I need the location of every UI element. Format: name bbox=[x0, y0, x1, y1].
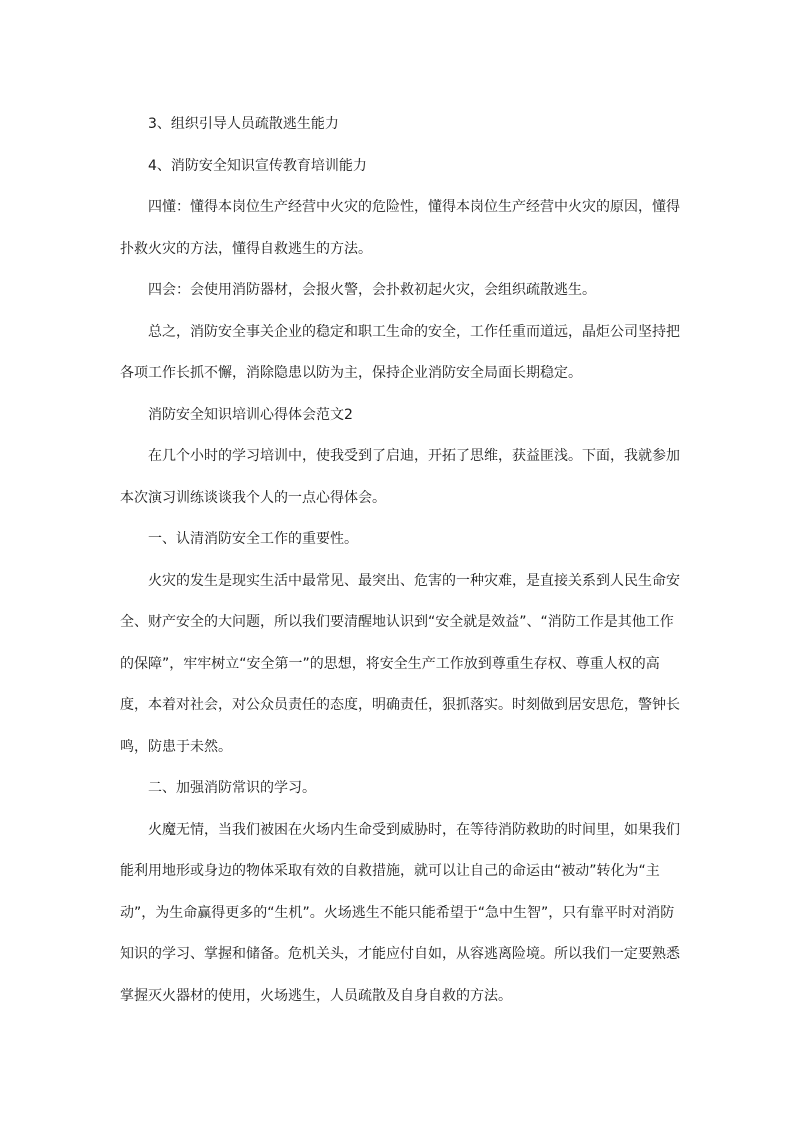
section-title-sample-2: 消防安全知识培训心得体会范文2 bbox=[148, 406, 353, 423]
paragraph-importance: 火灾的发生是现实生活中最常见、最突出、危害的一种灾难，是直接关系到人民生命安全、财产安全的大问题，所以我们要清醒地认识到“安全就是效益”、“消防工作是其他工作的保障”，牢牢树立“安全第一”的思想，将安全生产工作放到尊重生存权、尊重人权的高度，本着对社会，对公众员责任的态度，明确责任，狠抓落实。时刻做到居安思危，警钟长鸣，防患于未然。 bbox=[120, 572, 680, 755]
list-item-education-ability: 4、消防安全知识宣传教育培训能力 bbox=[148, 157, 367, 174]
paragraph-four-abilities: 四会：会使用消防器材，会报火警，会扑救初起火灾，会组织疏散逃生。 bbox=[148, 282, 596, 298]
paragraph-conclusion: 总之，消防安全事关企业的稳定和职工生命的安全，工作任重而道远，晶炬公司坚持把各项工作长抓不懈，消除隐患以防为主，保持企业消防安全局面长期稳定。 bbox=[120, 323, 680, 381]
heading-learning: 二、加强消防常识的学习。 bbox=[148, 780, 316, 796]
paragraph-four-understandings: 四懂：懂得本岗位生产经营中火灾的危险性，懂得本岗位生产经营中火灾的原因，懂得扑救火灾的方法，懂得自救逃生的方法。 bbox=[120, 199, 680, 257]
heading-importance: 一、认清消防安全工作的重要性。 bbox=[148, 531, 358, 547]
list-item-evacuation-ability: 3、组织引导人员疏散逃生能力 bbox=[148, 116, 339, 132]
paragraph-intro: 在几个小时的学习培训中，使我受到了启迪，开拓了思维，获益匪浅。下面，我就参加本次演习训练谈谈我个人的一点心得体会。 bbox=[120, 448, 680, 506]
document-body bbox=[120, 104, 680, 1017]
paragraph-learning: 火魔无情，当我们被困在火场内生命受到威胁时，在等待消防救助的时间里，如果我们能利用地形或身边的物体采取有效的自救措施，就可以让自己的命运由“被动”转化为“主动”，为生命赢得更多的“生机”。火场逃生不能只能希望于“急中生智”，只有靠平时对消防知识的学习、掌握和储备。危机关头，才能应付自如，从容逃离险境。所以我们一定要熟悉掌握灭火器材的使用，火场逃生，人员疏散及自身自救的方法。 bbox=[120, 821, 680, 1004]
